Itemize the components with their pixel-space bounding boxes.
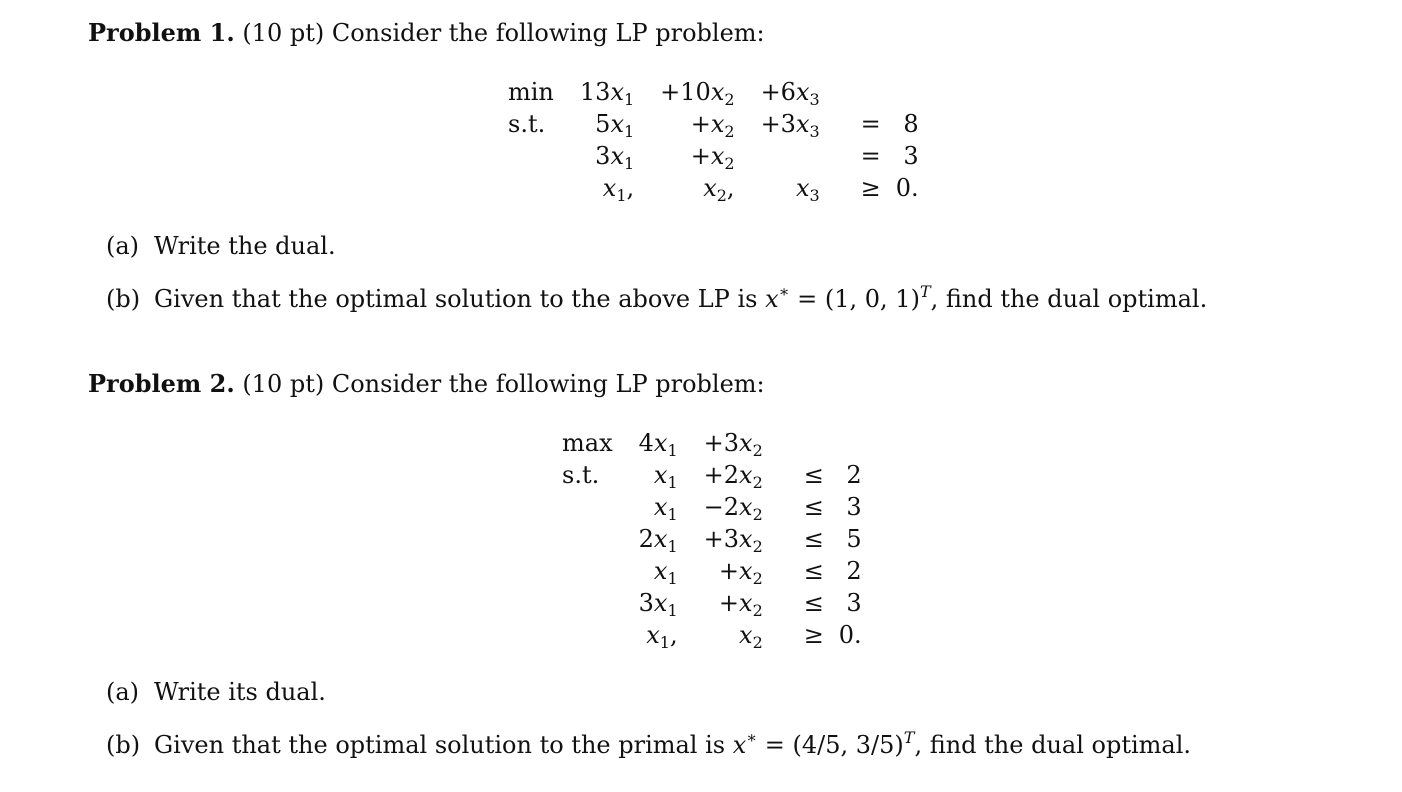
problem-1-label: Problem 1. bbox=[88, 18, 235, 47]
lp2-term: $+x_2$ bbox=[718, 557, 763, 588]
lp2-term: $+x_2$ bbox=[718, 589, 763, 620]
lp2-term: $+3x_2$ bbox=[703, 525, 763, 556]
problem-2-lp bbox=[562, 427, 862, 651]
lp2-rhs: 5 bbox=[846, 525, 862, 553]
lp2-term: $+2x_2$ bbox=[703, 461, 763, 492]
problem-1-part-b-label: (b) bbox=[106, 285, 141, 313]
lp2-row bbox=[562, 555, 862, 587]
lp2-term: $3x_1$ bbox=[638, 589, 678, 620]
lp1-term: $3x_1$ bbox=[595, 142, 635, 173]
lp1-rhs: 0. bbox=[895, 174, 919, 202]
lp2-rhs bbox=[839, 427, 862, 459]
lp1-term: $+3x_3$ bbox=[760, 110, 820, 141]
lp1-keyword bbox=[508, 172, 580, 204]
problem-1-part-a-label: (a) bbox=[106, 232, 140, 260]
problem-2-part-a-label: (a) bbox=[106, 678, 140, 706]
lp2-term: $4x_1$ bbox=[638, 429, 678, 460]
problem-1-part-b-vector: (1, 0, 1) bbox=[824, 285, 920, 313]
lp1-term: $+x_2$ bbox=[690, 142, 735, 173]
problem-2-part-b-label: (b) bbox=[106, 731, 141, 759]
lp2-row bbox=[562, 523, 862, 555]
lp1-relation bbox=[846, 76, 896, 108]
problem-1-part-a-text: Write the dual. bbox=[154, 232, 336, 260]
lp1-keyword bbox=[508, 140, 580, 172]
lp2-rhs: 2 bbox=[846, 461, 862, 489]
lp2-row bbox=[562, 587, 862, 619]
problem-2-part-b-prefix: Given that the optimal solution to the primal is bbox=[154, 731, 733, 759]
lp1-term: $+x_2$ bbox=[690, 110, 735, 141]
problem-2-points: (10 pt) bbox=[242, 370, 325, 398]
lp2-term: $x_2$ bbox=[739, 621, 763, 652]
lp2-relation: ≤ bbox=[803, 525, 824, 553]
problem-2-part-a bbox=[106, 678, 326, 706]
lp2-rhs: 3 bbox=[846, 589, 862, 617]
lp2-row bbox=[562, 619, 862, 651]
lp1-row bbox=[508, 108, 919, 140]
lp2-keyword: max bbox=[562, 429, 613, 457]
lp1-term: $x_1$, bbox=[602, 174, 635, 205]
lp2-relation: ≥ bbox=[803, 621, 824, 649]
lp2-row bbox=[562, 491, 862, 523]
lp2-keyword bbox=[562, 587, 639, 619]
lp2-relation bbox=[789, 427, 839, 459]
lp1-term: $+10x_2$ bbox=[660, 78, 735, 109]
problem-1-heading bbox=[88, 18, 765, 47]
lp1-rhs: 3 bbox=[903, 142, 919, 170]
lp2-term: $-2x_2$ bbox=[703, 493, 763, 524]
lp2-relation: ≤ bbox=[803, 589, 824, 617]
lp2-relation: ≤ bbox=[803, 557, 824, 585]
lp1-term: $x_2$, bbox=[703, 174, 735, 205]
lp1-row bbox=[508, 76, 919, 108]
problem-1-part-b-fulltext bbox=[0, 0, 1, 1]
lp1-term: $x_3$ bbox=[795, 174, 820, 205]
problem-1-lp bbox=[508, 76, 919, 204]
lp2-keyword bbox=[562, 619, 639, 651]
lp1-row bbox=[508, 172, 919, 204]
lp1-relation: = bbox=[860, 142, 881, 170]
problem-1-part-b-prefix: Given that the optimal solution to the above LP is bbox=[154, 285, 766, 313]
problem-2-label: Problem 2. bbox=[88, 369, 235, 398]
lp2-rhs: 3 bbox=[846, 493, 862, 521]
lp2-row bbox=[562, 427, 862, 459]
problem-2-part-a-text: Write its dual. bbox=[154, 678, 326, 706]
lp2-term: $x_1$ bbox=[653, 461, 678, 492]
lp2-keyword bbox=[562, 555, 639, 587]
lp2-keyword bbox=[562, 523, 639, 555]
lp1-relation: = bbox=[860, 110, 881, 138]
lp1-keyword: s.t. bbox=[508, 110, 546, 138]
lp1-term: $13x_1$ bbox=[579, 78, 635, 109]
lp1-rhs bbox=[896, 76, 919, 108]
lp2-keyword: s.t. bbox=[562, 461, 600, 489]
problem-2-intro: Consider the following LP problem: bbox=[331, 370, 765, 398]
lp2-relation: ≤ bbox=[803, 461, 824, 489]
lp2-row bbox=[562, 459, 862, 491]
problem-2-part-b-vector: (4/5, 3/5) bbox=[792, 731, 904, 759]
lp2-term: $x_1$ bbox=[653, 493, 678, 524]
lp2-keyword bbox=[562, 491, 639, 523]
lp1-term: $+6x_3$ bbox=[760, 78, 820, 109]
problem-1-points: (10 pt) bbox=[242, 19, 325, 47]
problem-2-part-b: (b) Given that the optimal solution to the primal is x∗ = (4/5, 3/5)$^T$, find the dual optimal. bbox=[106, 728, 1192, 759]
lp2-term: $x_1$ bbox=[653, 557, 678, 588]
lp1-term: $5x_1$ bbox=[595, 110, 635, 141]
lp2-term: $+3x_2$ bbox=[703, 429, 763, 460]
lp1-term bbox=[761, 140, 846, 172]
problem-1-part-b-suffix: , find the dual optimal. bbox=[930, 285, 1208, 313]
problem-2-heading bbox=[88, 369, 765, 398]
lp1-row bbox=[508, 140, 919, 172]
lp1-relation: ≥ bbox=[860, 174, 881, 202]
lp1-rhs: 8 bbox=[903, 110, 919, 138]
problem-1-intro: Consider the following LP problem: bbox=[331, 19, 765, 47]
problem-1-part-b: (b) Given that the optimal solution to the above LP is x∗ = (1, 0, 1)$^T$, find the dual optimal. bbox=[106, 282, 1208, 313]
lp2-term: $2x_1$ bbox=[638, 525, 678, 556]
lp1-keyword: min bbox=[508, 78, 554, 106]
lp2-relation: ≤ bbox=[803, 493, 824, 521]
lp2-term: $x_1$, bbox=[646, 621, 678, 652]
problem-1-part-a bbox=[106, 232, 336, 260]
lp2-rhs: 2 bbox=[846, 557, 862, 585]
problem-2-part-b-suffix: , find the dual optimal. bbox=[914, 731, 1192, 759]
lp2-rhs: 0. bbox=[838, 621, 862, 649]
